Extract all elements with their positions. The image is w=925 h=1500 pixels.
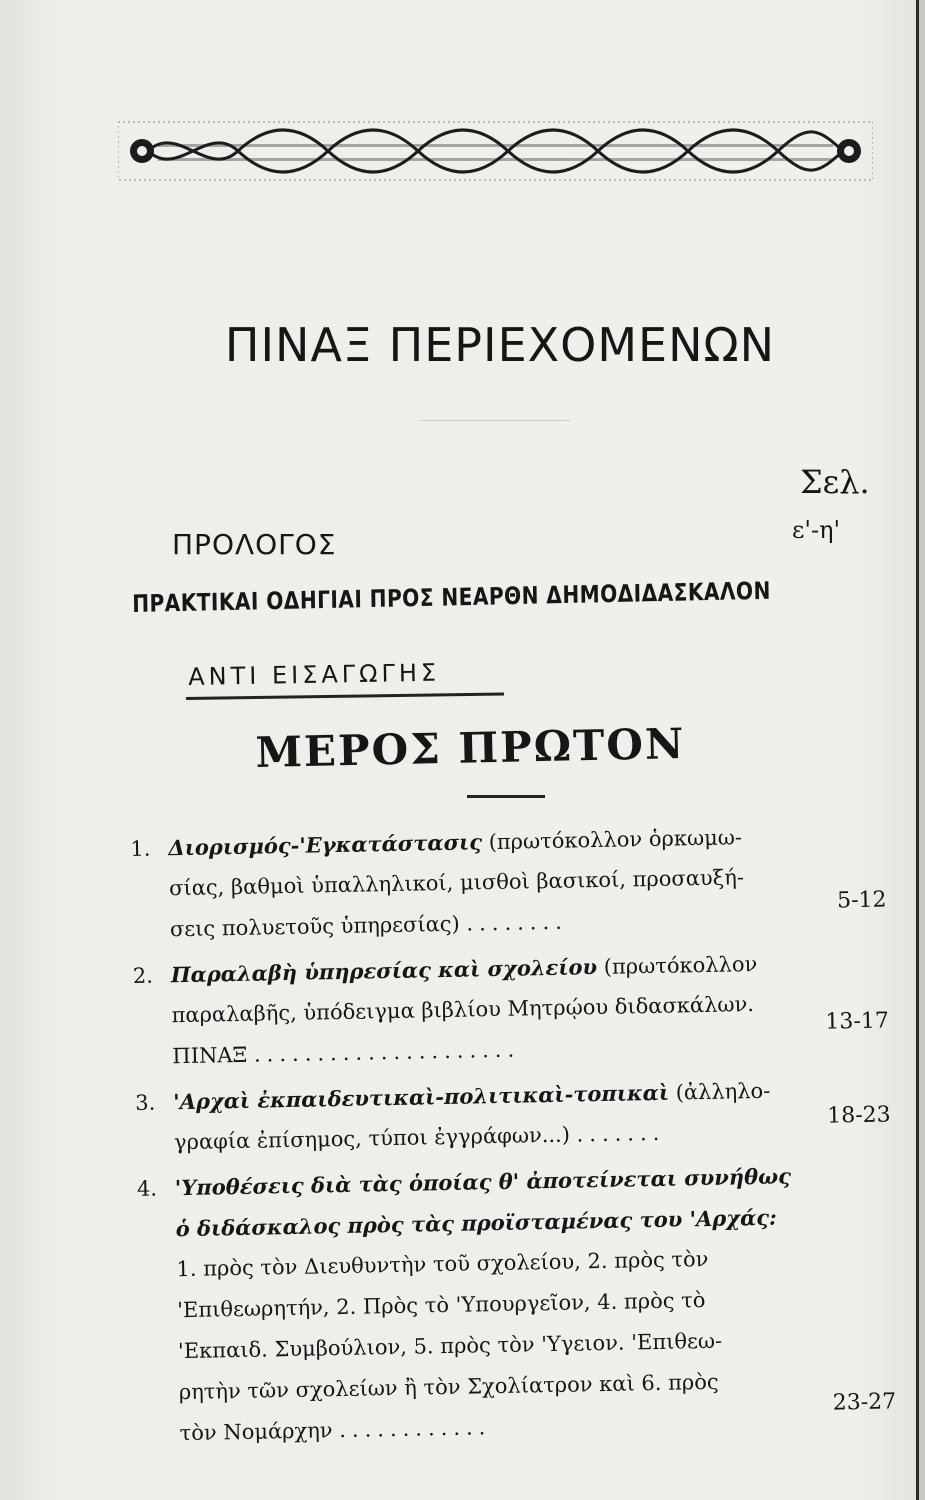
entry-text: τὸν Νομάρχην	[179, 1418, 333, 1446]
entry-page: 13-17	[825, 1008, 890, 1035]
leader-dots: ............	[339, 1415, 492, 1443]
entry-text: παραλαβῆς, ὑπόδειγμα βιβλίου Μητρῴου διδασκάλων.	[171, 992, 755, 1028]
entry-text: (πρωτόκολλον ὁρκωμω-	[488, 825, 743, 855]
prologue-page: ε'-η'	[792, 516, 841, 544]
entry-number: 4.	[136, 1176, 158, 1201]
entry-heading: 'Υποθέσεις διὰ τὰς ὁποίας θ' ἀποτείνεται συνήθως	[174, 1163, 792, 1201]
entry-text: 'Επιθεωρητήν, 2. Πρὸς τὸ 'Υπουργεῖον, 4. πρὸς τὸ	[177, 1288, 706, 1323]
toc-entry-3	[135, 1067, 891, 1163]
entry-heading: Διορισμός-'Εγκατάστασις	[168, 829, 483, 861]
entry-page: 5-12	[836, 887, 887, 914]
entry-number: 3.	[135, 1090, 156, 1115]
introduction-underline	[186, 693, 504, 700]
decorative-border-ornament	[118, 118, 873, 184]
entry-heading: 'Αρχαὶ ἐκπαιδευτικαὶ-πολιτικαὶ-τοπικαὶ	[173, 1079, 670, 1115]
entry-page: 18-23	[826, 1102, 891, 1129]
entry-text: (ἀλληλο-	[675, 1078, 771, 1105]
prologue-label: ΠΡΟΛΟΓΟΣ	[172, 528, 337, 561]
entry-heading-continued: ὁ διδάσκαλος πρὸς τὰς προϊσταμένας του 'Αρχάς:	[175, 1204, 777, 1242]
entry-text: (πρωτόκολλον	[603, 951, 758, 979]
leader-dots: .......	[576, 1120, 666, 1147]
entry-text: σεις πολυετοῦς ὑπηρεσίας)	[169, 911, 460, 942]
title-rule	[420, 420, 570, 421]
entry-page: 23-27	[832, 1389, 897, 1416]
entry-text: σίας, βαθμοὶ ὑπαλληλικοί, μισθοὶ βασικοί, προσαυξή-	[168, 865, 745, 901]
entry-text: 'Εκπαιδ. Συμβούλιον, 5. πρὸς τὸν 'Υγειον. 'Επιθεω-	[177, 1328, 723, 1364]
entry-number: 1.	[130, 836, 151, 861]
leader-dots: ........	[466, 909, 569, 936]
toc-entry-1	[130, 814, 887, 951]
entry-text: γραφία ἐπίσημος, τύποι ἐγγράφων...)	[173, 1122, 571, 1155]
practical-guidance-heading: ΠΡΑΚΤΙΚΑΙ ΟΔΗΓΙΑΙ ΠΡΟΣ ΝΕΑΡΘΝ ΔΗΜΟΔΙΔΑΣΚΑΛΟΝ	[132, 576, 771, 618]
entry-heading: Παραλαβὴ ὑπηρεσίας καὶ σχολείου	[170, 954, 598, 988]
part-one-rule	[467, 795, 545, 798]
page-title: ΠΙΝΑΞ ΠΕΡΙΕΧΟΜΕΝΩΝ	[224, 318, 776, 372]
entry-text: 1. πρὸς τὸν Διευθυντὴν τοῦ σχολείου, 2. πρὸς τὸν	[176, 1246, 709, 1282]
page-column-label: Σελ.	[800, 463, 870, 501]
toc-entry-2	[132, 940, 889, 1077]
page-edge-shadow	[919, 0, 925, 1500]
toc-list	[130, 814, 897, 1459]
leader-dots: .....................	[253, 1037, 521, 1067]
page-edge	[916, 0, 919, 1500]
entry-text: ρητὴν τῶν σχολείων ἢ τὸν Σχολίατρον καὶ 6. πρὸς	[178, 1369, 719, 1405]
toc-entry-4	[137, 1153, 897, 1454]
entry-number: 2.	[132, 963, 154, 988]
in-lieu-of-introduction: ΑΝΤΙ ΕΙΣΑΓΩΓΗΣ	[188, 658, 441, 691]
part-one-heading: ΜΕΡΟΣ ΠΡΩΤΟΝ	[255, 718, 686, 777]
entry-text: ΠΙΝΑΞ	[172, 1042, 248, 1069]
